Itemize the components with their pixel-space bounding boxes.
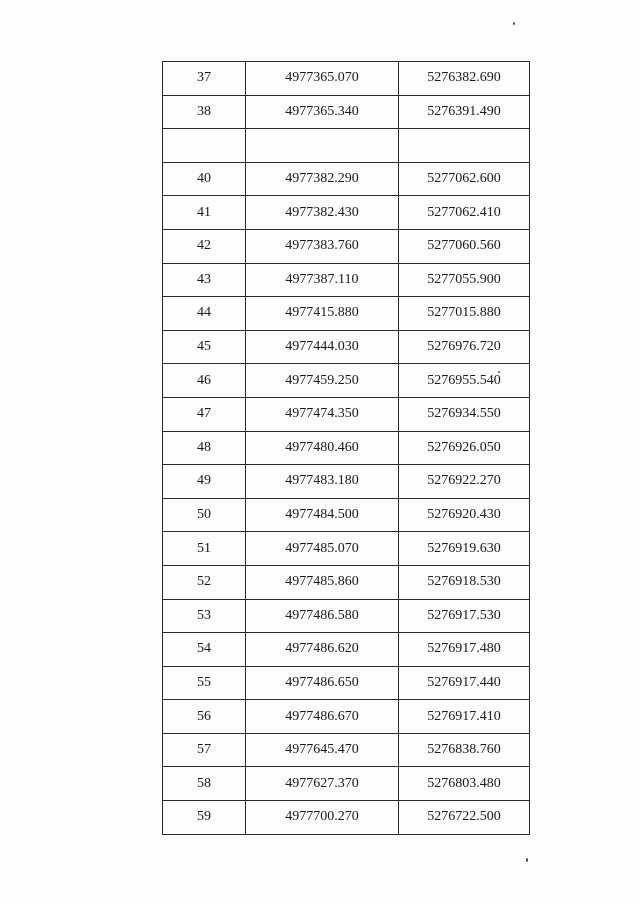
y-coordinate-cell: 5277062.410 <box>399 196 530 230</box>
point-number-cell: 52 <box>163 565 246 599</box>
table-row <box>163 95 530 129</box>
y-coordinate-cell: 5276919.630 <box>399 532 530 566</box>
y-coordinate-cell: 5276382.690 <box>399 62 530 96</box>
table-row <box>163 498 530 532</box>
point-number-cell <box>163 129 246 163</box>
y-coordinate-cell: 5277060.560 <box>399 229 530 263</box>
table-row <box>163 263 530 297</box>
x-coordinate-cell: 4977365.340 <box>246 95 399 129</box>
point-number-cell: 56 <box>163 700 246 734</box>
point-number-cell: 53 <box>163 599 246 633</box>
point-number-cell: 51 <box>163 532 246 566</box>
point-number-cell: 41 <box>163 196 246 230</box>
table-row <box>163 330 530 364</box>
point-number-cell: 50 <box>163 498 246 532</box>
x-coordinate-cell <box>246 129 399 163</box>
x-coordinate-cell: 4977627.370 <box>246 767 399 801</box>
point-number-cell: 57 <box>163 733 246 767</box>
y-coordinate-cell: 5276391.490 <box>399 95 530 129</box>
x-coordinate-cell: 4977485.860 <box>246 565 399 599</box>
x-coordinate-cell: 4977444.030 <box>246 330 399 364</box>
point-number-cell: 47 <box>163 397 246 431</box>
x-coordinate-cell: 4977484.500 <box>246 498 399 532</box>
y-coordinate-cell: 5276722.500 <box>399 801 530 835</box>
table-row <box>163 297 530 331</box>
y-coordinate-cell: 5276976.720 <box>399 330 530 364</box>
table-row <box>163 196 530 230</box>
y-coordinate-cell: 5277062.600 <box>399 162 530 196</box>
y-coordinate-cell: 5276803.480 <box>399 767 530 801</box>
table-row <box>163 465 530 499</box>
table-row <box>163 700 530 734</box>
y-coordinate-cell: 5276934.550 <box>399 397 530 431</box>
y-coordinate-cell: 5276917.440 <box>399 666 530 700</box>
x-coordinate-cell: 4977415.880 <box>246 297 399 331</box>
table-row <box>163 129 530 163</box>
x-coordinate-cell: 4977485.070 <box>246 532 399 566</box>
table-row <box>163 633 530 667</box>
table-row <box>163 801 530 835</box>
y-coordinate-cell: 5276917.410 <box>399 700 530 734</box>
point-number-cell: 43 <box>163 263 246 297</box>
y-coordinate-cell: 5277055.900 <box>399 263 530 297</box>
x-coordinate-cell: 4977387.110 <box>246 263 399 297</box>
scan-speck <box>498 371 500 373</box>
y-coordinate-cell: 5277015.880 <box>399 297 530 331</box>
x-coordinate-cell: 4977480.460 <box>246 431 399 465</box>
point-number-cell: 46 <box>163 364 246 398</box>
table-row <box>163 565 530 599</box>
table-row <box>163 767 530 801</box>
point-number-cell: 40 <box>163 162 246 196</box>
point-number-cell: 58 <box>163 767 246 801</box>
point-number-cell: 54 <box>163 633 246 667</box>
point-number-cell: 48 <box>163 431 246 465</box>
y-coordinate-cell: 5276918.530 <box>399 565 530 599</box>
x-coordinate-cell: 4977486.650 <box>246 666 399 700</box>
x-coordinate-cell: 4977459.250 <box>246 364 399 398</box>
table-row <box>163 532 530 566</box>
scan-speck <box>513 22 515 25</box>
y-coordinate-cell: 5276926.050 <box>399 431 530 465</box>
x-coordinate-cell: 4977483.180 <box>246 465 399 499</box>
y-coordinate-cell: 5276838.760 <box>399 733 530 767</box>
table-row <box>163 229 530 263</box>
table-row <box>163 162 530 196</box>
point-number-cell: 49 <box>163 465 246 499</box>
coordinates-table-body <box>163 62 530 835</box>
y-coordinate-cell: 5276922.270 <box>399 465 530 499</box>
x-coordinate-cell: 4977486.620 <box>246 633 399 667</box>
x-coordinate-cell: 4977382.290 <box>246 162 399 196</box>
point-number-cell: 45 <box>163 330 246 364</box>
table-row <box>163 599 530 633</box>
y-coordinate-cell: 5276955.540 <box>399 364 530 398</box>
y-coordinate-cell: 5276917.530 <box>399 599 530 633</box>
point-number-cell: 44 <box>163 297 246 331</box>
x-coordinate-cell: 4977700.270 <box>246 801 399 835</box>
coordinates-table <box>162 61 530 835</box>
x-coordinate-cell: 4977382.430 <box>246 196 399 230</box>
table-row <box>163 733 530 767</box>
x-coordinate-cell: 4977383.760 <box>246 229 399 263</box>
y-coordinate-cell <box>399 129 530 163</box>
x-coordinate-cell: 4977486.670 <box>246 700 399 734</box>
x-coordinate-cell: 4977645.470 <box>246 733 399 767</box>
point-number-cell: 59 <box>163 801 246 835</box>
table-row <box>163 62 530 96</box>
point-number-cell: 38 <box>163 95 246 129</box>
point-number-cell: 37 <box>163 62 246 96</box>
point-number-cell: 55 <box>163 666 246 700</box>
table-row <box>163 397 530 431</box>
y-coordinate-cell: 5276920.430 <box>399 498 530 532</box>
point-number-cell: 42 <box>163 229 246 263</box>
table-row <box>163 666 530 700</box>
x-coordinate-cell: 4977486.580 <box>246 599 399 633</box>
x-coordinate-cell: 4977365.070 <box>246 62 399 96</box>
y-coordinate-cell: 5276917.480 <box>399 633 530 667</box>
table-row <box>163 364 530 398</box>
x-coordinate-cell: 4977474.350 <box>246 397 399 431</box>
table-row <box>163 431 530 465</box>
scan-speck <box>526 858 528 862</box>
